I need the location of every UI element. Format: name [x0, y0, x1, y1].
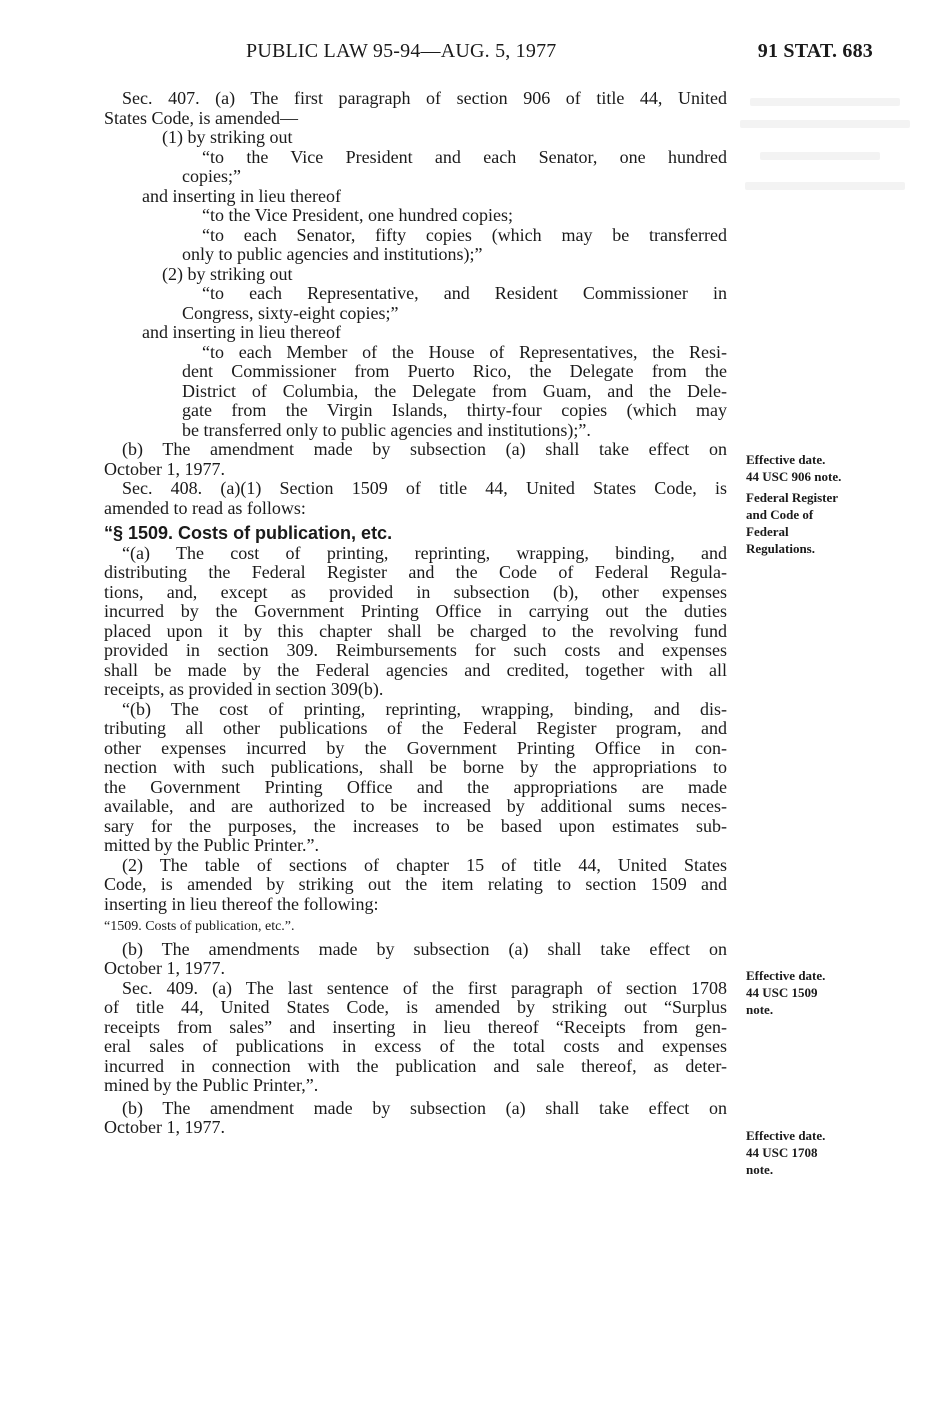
text-line: receipts from sales” and inserting in lieu thereof “Receipts from gen-: [104, 1016, 727, 1037]
text-line: and inserting in lieu thereof: [142, 185, 341, 206]
text-line: distributing the Federal Register and the Code of Federal Regula-: [104, 562, 727, 582]
statute-reference: 91 STAT. 683: [757, 40, 873, 62]
text-line: tributing all other publications of the Federal Register program, and: [104, 718, 727, 738]
text-line: Code, is amended by striking out the item relating to section 1509 and: [104, 874, 727, 894]
text-line: incurred by the Government Printing Office in carrying out the duties: [104, 601, 727, 621]
text-line: gate from the Virgin Islands, thirty-four copies (which may: [182, 400, 727, 420]
margin-note-line: 44 USC 1509: [746, 985, 818, 1000]
text-line: shall be made by the Federal agencies and credited, together with all: [104, 659, 727, 680]
text-line: provided in section 309. Reimbursements for such costs and expenses: [104, 640, 727, 660]
text-line: other expenses incurred by the Government Printing Office in con-: [104, 737, 727, 758]
text-line: States Code, is amended—: [104, 107, 298, 128]
text-line: (1) by striking out: [162, 127, 293, 147]
text-line: eral sales of publications in excess of the total costs and expenses: [104, 1036, 727, 1056]
text-line: copies;”: [182, 166, 241, 186]
text-line: “to the Vice President, one hundred copies;: [202, 205, 514, 225]
text-line: tions, and, except as provided in subsection (b), other expenses: [104, 581, 727, 602]
text-line: October 1, 1977.: [104, 458, 225, 479]
margin-note-line: Federal: [746, 524, 789, 539]
margin-note-line: Regulations.: [746, 541, 815, 556]
section-heading: “§ 1509. Costs of publication, etc.: [104, 523, 393, 543]
margin-note-line: 44 USC 1708: [746, 1145, 818, 1160]
text-line: mined by the Public Printer,”.: [104, 1075, 319, 1095]
text-line: nection with such publications, shall be borne by the appropriations to: [104, 757, 727, 777]
text-line: placed upon it by this chapter shall be charged to the revolving fund: [104, 620, 727, 641]
margin-note-federal-register: [746, 489, 876, 557]
margin-note-effective-date-1509: [746, 967, 876, 1018]
margin-note-line: note.: [746, 1002, 774, 1017]
bleed-through-shadow: [740, 92, 920, 242]
page-header: [246, 40, 873, 70]
text-line: be transferred only to public agencies and institutions);”.: [182, 419, 591, 440]
text-line: (2) The table of sections of chapter 15 of title 44, United States: [122, 854, 727, 875]
margin-note-line: 44 USC 906 note.: [746, 469, 842, 484]
running-head: PUBLIC LAW 95-94—AUG. 5, 1977: [246, 40, 557, 62]
margin-note-line: and Code of: [746, 507, 814, 522]
text-line: (b) The amendment made by subsection (a) shall take effect on: [122, 1097, 727, 1118]
text-line: “to each Senator, fifty copies (which may be transferred: [202, 224, 727, 245]
text-line: “(b) The cost of printing, reprinting, wrapping, binding, and dis-: [122, 698, 727, 719]
text-line: amended to read as follows:: [104, 497, 306, 518]
text-line: (2) by striking out: [162, 263, 293, 284]
margin-note-line: note.: [746, 1162, 774, 1177]
text-line: (b) The amendments made by subsection (a) shall take effect on: [122, 938, 727, 959]
margin-note-line: Effective date.: [746, 452, 826, 467]
margin-note-line: Effective date.: [746, 1128, 826, 1143]
text-line: and inserting in lieu thereof: [142, 322, 341, 342]
text-line: October 1, 1977.: [104, 958, 225, 978]
text-line: “to the Vice President and each Senator, one hundred: [202, 146, 727, 167]
text-line: dent Commissioner from Puerto Rico, the Delegate from the: [182, 361, 727, 381]
text-line: available, and are authorized to be increased by additional sums neces-: [104, 796, 727, 816]
text-line: incurred in connection with the publication and sale thereof, as deter-: [104, 1055, 727, 1076]
text-line: Congress, sixty-eight copies;”: [182, 302, 399, 323]
text-line: “to each Member of the House of Representatives, the Resi-: [202, 341, 727, 362]
margin-note-effective-date-906: [746, 451, 876, 485]
text-line: inserting in lieu thereof the following:: [104, 893, 379, 914]
table-of-sections-item: “1509. Costs of publication, etc.”.: [104, 919, 295, 934]
text-line: “(a) The cost of printing, reprinting, wrapping, binding, and: [122, 542, 727, 563]
text-line: of title 44, United States Code, is amended by striking out “Surplus: [104, 997, 727, 1017]
text-line: only to public agencies and institutions);”: [182, 244, 483, 264]
text-line: Sec. 408. (a)(1) Section 1509 of title 44, United States Code, is: [122, 478, 727, 498]
margin-note-effective-date-1708: [746, 1127, 876, 1178]
text-line: receipts, as provided in section 309(b).: [104, 679, 384, 699]
text-line: District of Columbia, the Delegate from Guam, and the Dele-: [182, 380, 727, 401]
text-line: “to each Representative, and Resident Commissioner in: [202, 283, 727, 303]
text-line: October 1, 1977.: [104, 1117, 225, 1137]
statute-text: [104, 89, 727, 1138]
margin-note-line: Effective date.: [746, 968, 826, 983]
text-line: Sec. 407. (a) The first paragraph of section 906 of title 44, United: [122, 88, 727, 108]
text-line: mitted by the Public Printer.”.: [104, 835, 319, 855]
text-line: sary for the purposes, the increases to be based upon estimates sub-: [104, 815, 727, 836]
text-line: the Government Printing Office and the appropriations are made: [104, 776, 727, 797]
margin-note-line: Federal Register: [746, 490, 839, 505]
text-line: (b) The amendment made by subsection (a) shall take effect on: [122, 439, 727, 459]
text-line: Sec. 409. (a) The last sentence of the first paragraph of section 1708: [122, 977, 727, 998]
